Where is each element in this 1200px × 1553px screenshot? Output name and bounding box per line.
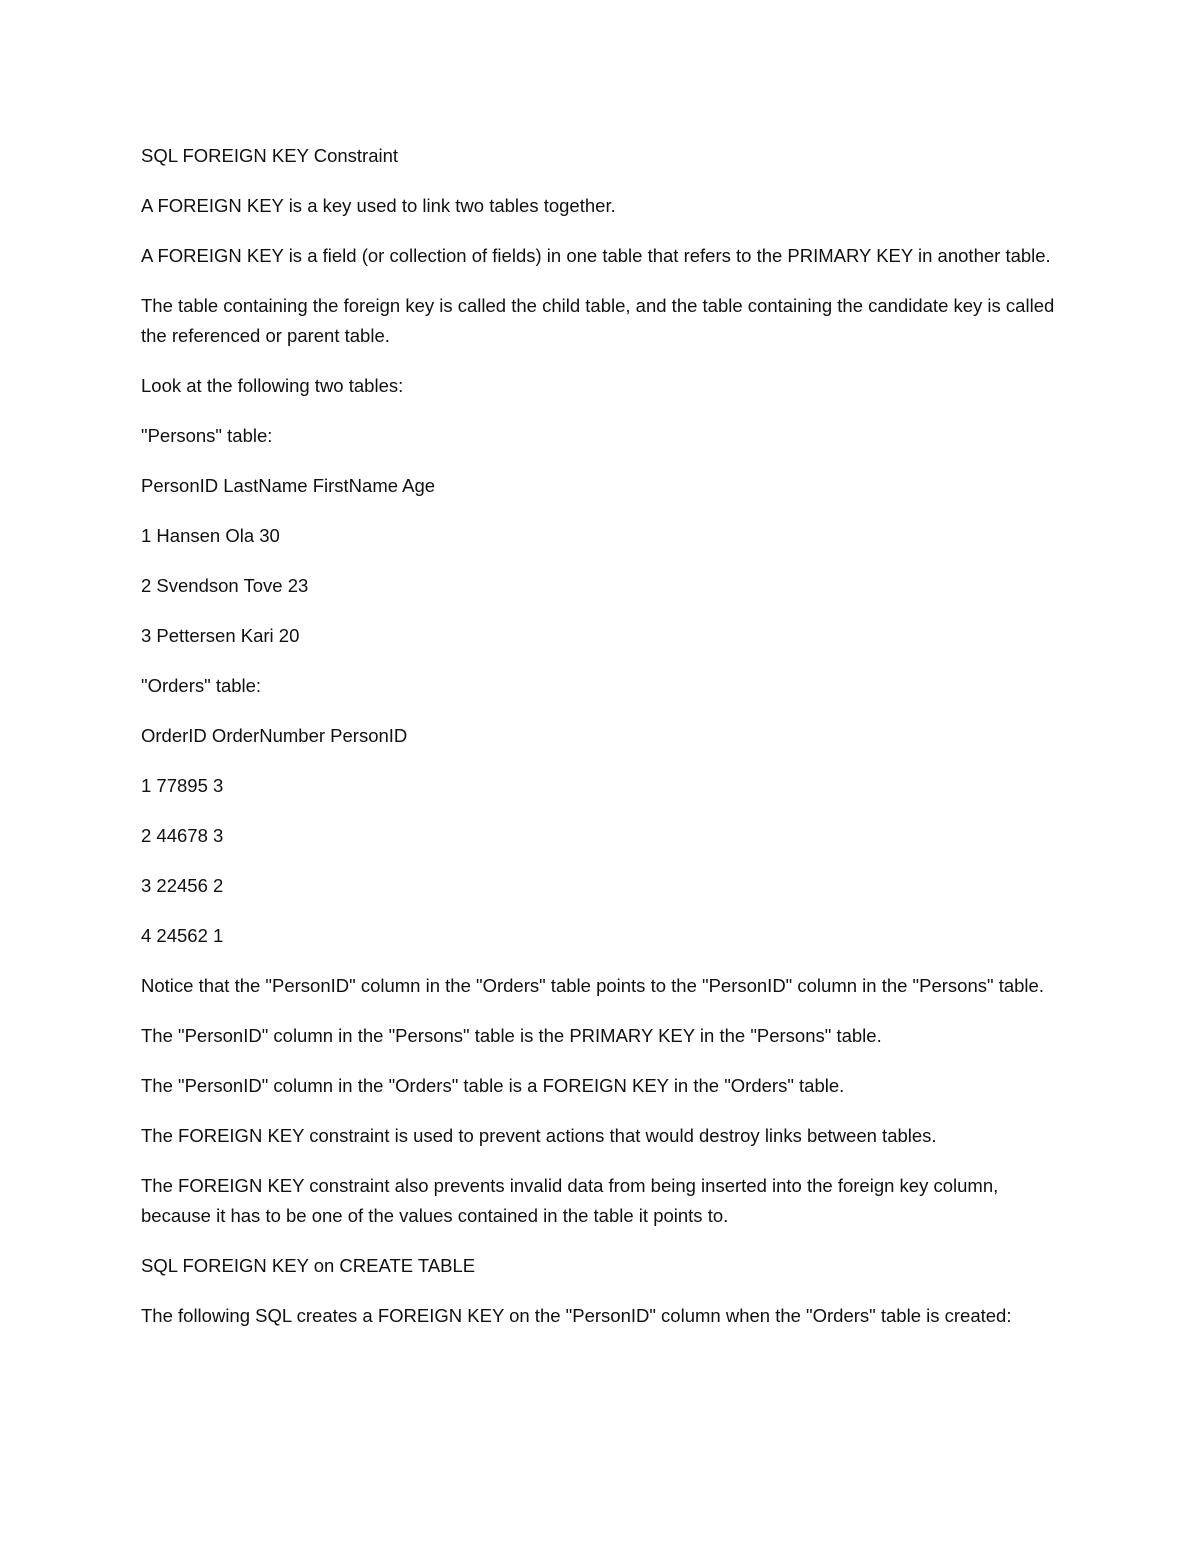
paragraph: A FOREIGN KEY is a field (or collection of fields) in one table that refers to the PRIMARY KEY in another table. [141,245,1051,266]
paragraph: The "PersonID" column in the "Persons" table is the PRIMARY KEY in the "Persons" table. [141,1025,882,1046]
document-body [141,141,1061,1351]
paragraph: The FOREIGN KEY constraint is used to prevent actions that would destroy links between tables. [141,1125,937,1146]
persons-table-row: 3 Pettersen Kari 20 [141,625,300,646]
orders-table-row: 1 77895 3 [141,775,224,796]
heading-foreign-key-constraint: SQL FOREIGN KEY Constraint [141,145,399,166]
orders-table-label: "Orders" table: [141,675,262,696]
persons-table-header: PersonID LastName FirstName Age [141,475,436,496]
paragraph: Notice that the "PersonID" column in the "Orders" table points to the "PersonID" column in the "Persons" table. [141,975,1044,996]
paragraph: The FOREIGN KEY constraint also prevents invalid data from being inserted into the foreign key column, because it has to be one of the values contained in the table it points to. [141,1175,999,1226]
orders-table-row: 2 44678 3 [141,825,224,846]
paragraph: The "PersonID" column in the "Orders" table is a FOREIGN KEY in the "Orders" table. [141,1075,845,1096]
persons-table-label: "Persons" table: [141,425,273,446]
heading-foreign-key-on-create-table: SQL FOREIGN KEY on CREATE TABLE [141,1255,476,1276]
orders-table-row: 4 24562 1 [141,925,224,946]
paragraph: Look at the following two tables: [141,375,404,396]
orders-table-header: OrderID OrderNumber PersonID [141,725,408,746]
paragraph: The table containing the foreign key is called the child table, and the table containing the candidate key is called the referenced or parent table. [141,295,1055,346]
orders-table-row: 3 22456 2 [141,875,224,896]
persons-table-row: 1 Hansen Ola 30 [141,525,280,546]
paragraph: A FOREIGN KEY is a key used to link two tables together. [141,195,616,216]
paragraph: The following SQL creates a FOREIGN KEY on the "PersonID" column when the "Orders" table is created: [141,1305,1012,1326]
persons-table-row: 2 Svendson Tove 23 [141,575,309,596]
